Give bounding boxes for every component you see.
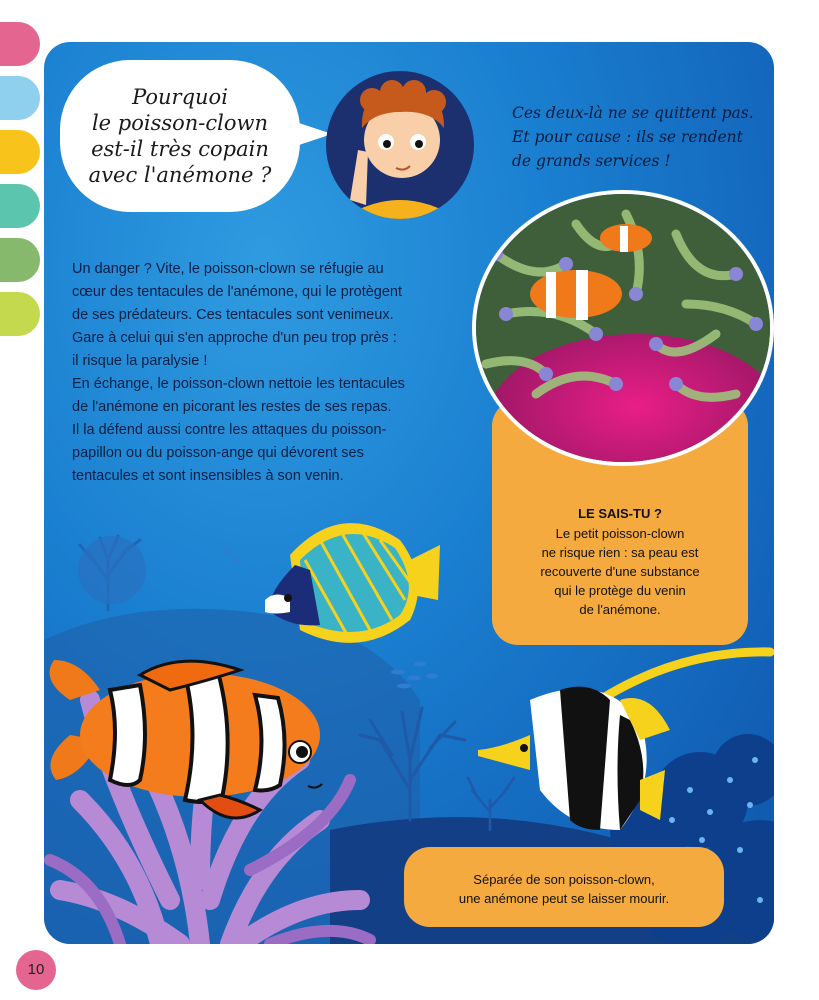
- question-title: Pourquoi le poisson-clown est-il très copain avec l'anémone ?: [88, 85, 272, 187]
- clownfish-anemone-photo: [472, 190, 774, 466]
- caption-text: Séparée de son poisson-clown, une anémone peut se laisser mourir.: [458, 872, 670, 906]
- body-paragraph: Un danger ? Vite, le poisson-clown se réfugie au cœur des tentacules de l'anémone, qui le protègent de ses prédateurs. Ces tentacules sont venimeux. Gare à celui qui s'en approche d'un peu trop près : il risque la paralysie ! En échange, le poisson-clown nettoie les tentacules de l'anémone en picorant les restes de ses repas. Il la défend aussi contre les attaques du poisson- papillon ou du poisson-ange qui dévorent ses tentacules et sont insensibles à son venin.: [72, 261, 405, 484]
- page-number: 10: [16, 950, 56, 990]
- fact-box-text: Le petit poisson-clown ne risque rien : sa peau est recouverte d'une substance qui le protège du venin de l'anémone.: [540, 526, 700, 617]
- intro-text: Ces deux-là ne se quittent pas. Et pour cause : ils se rendent de grands services !: [512, 104, 754, 170]
- fact-box-title: LE SAIS-TU ?: [578, 506, 662, 521]
- coral-ball-icon: [78, 536, 146, 604]
- speech-bubble-tail: [290, 120, 332, 148]
